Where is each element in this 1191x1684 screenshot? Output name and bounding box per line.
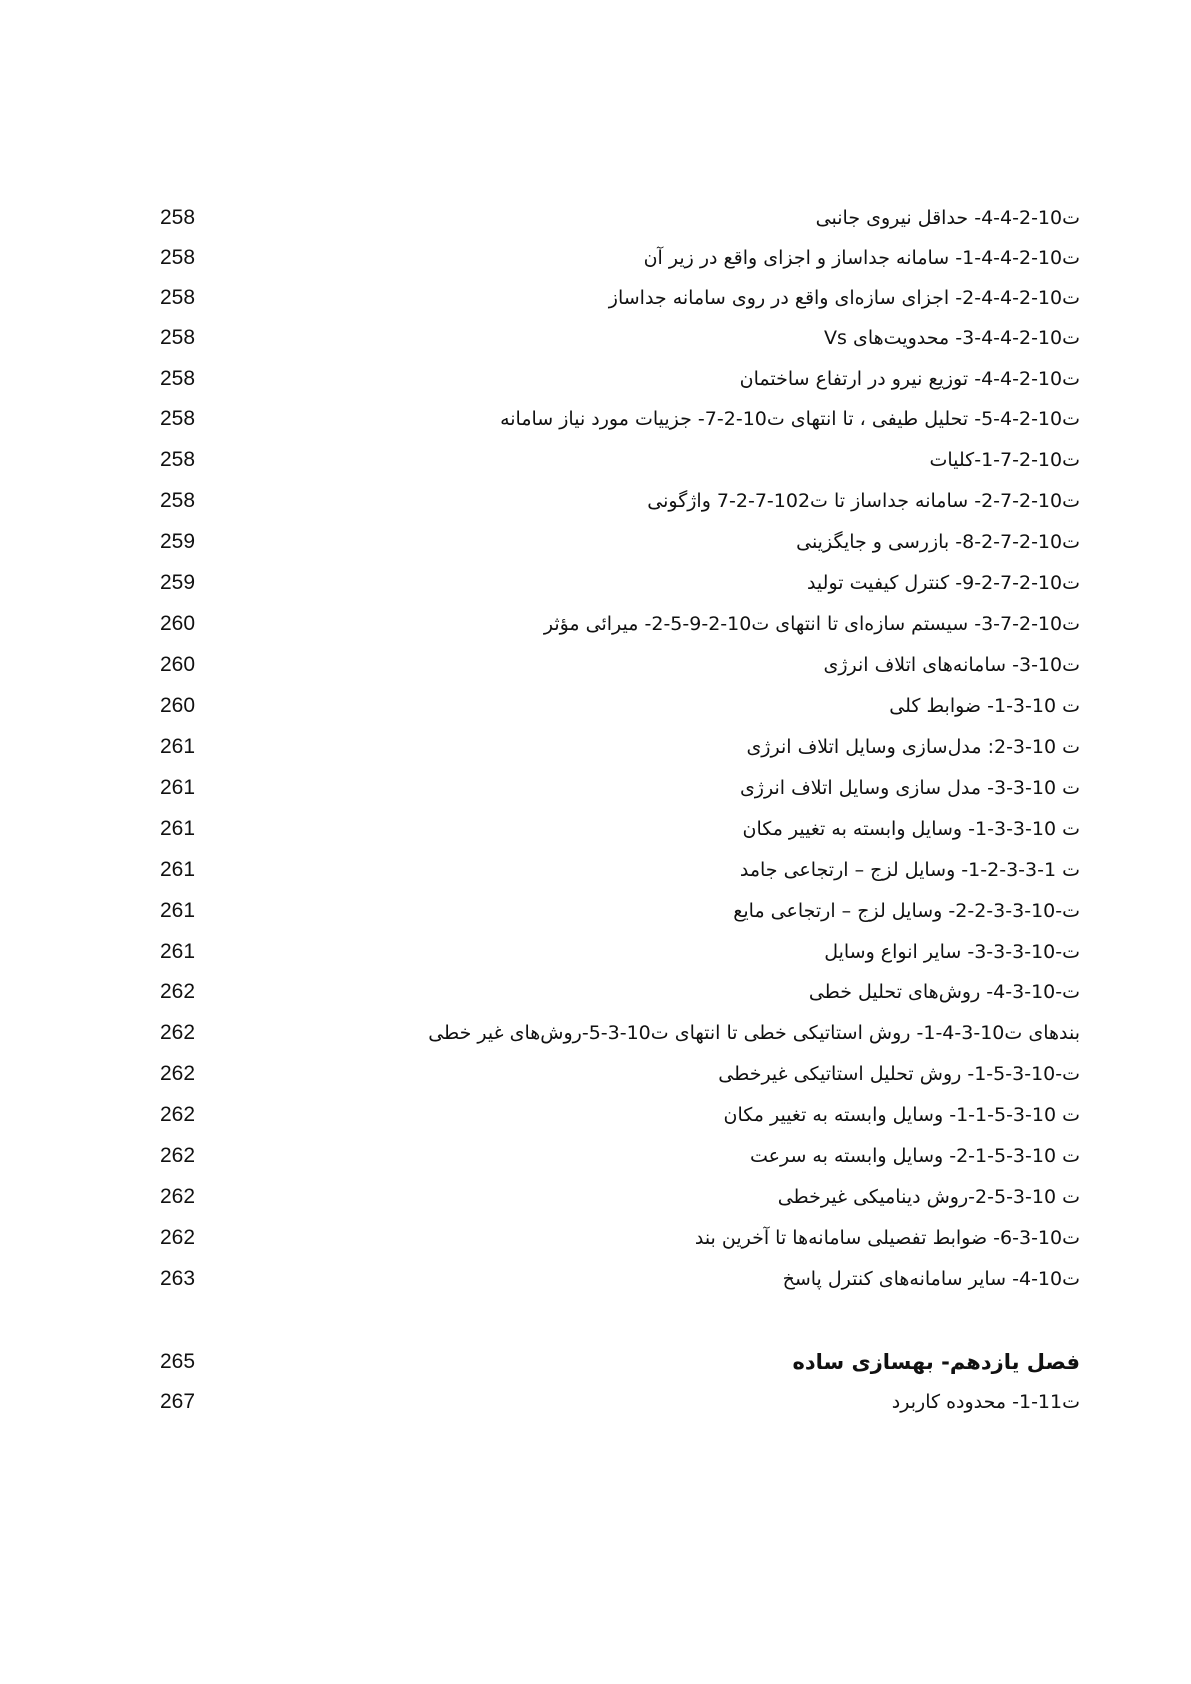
toc-entry-title: بندهای ت10-3-4-1- روش استاتیکی خطی تا انتهای ت10-3-5-روش‌های غیر خطی bbox=[428, 1022, 1080, 1044]
toc-entry-page: 262 bbox=[160, 1144, 196, 1167]
toc-entry-page: 262 bbox=[160, 1185, 196, 1208]
toc-entry[interactable] bbox=[160, 528, 1080, 568]
toc-entry-page: 263 bbox=[160, 1267, 196, 1290]
toc-entry[interactable] bbox=[160, 1019, 1080, 1059]
toc-entry-page: 261 bbox=[160, 817, 196, 840]
toc-entry-title: ت 10-3-5-1-2- وسایل وابسته به سرعت bbox=[750, 1145, 1080, 1167]
toc-entry-title: ت 10-3-2: مدل‌سازی وسایل اتلاف انرژی bbox=[746, 736, 1080, 758]
toc-entry[interactable] bbox=[160, 204, 1080, 244]
toc-entry-page: 261 bbox=[160, 776, 196, 799]
toc-entry-title: ت10-3-6- ضوابط تفصیلی سامانه‌ها تا آخرین بند bbox=[694, 1227, 1080, 1249]
toc-entry-page: 259 bbox=[160, 530, 196, 553]
toc-entry-title: ت 1-3-3-2-1- وسایل لزج – ارتجاعی جامد bbox=[739, 859, 1080, 881]
toc-entry-page: 262 bbox=[160, 1062, 196, 1085]
toc-entry-page: 262 bbox=[160, 980, 196, 1003]
toc-entry[interactable] bbox=[160, 856, 1080, 896]
toc-entry[interactable] bbox=[160, 610, 1080, 650]
toc-entry-page: 258 bbox=[160, 489, 196, 512]
toc-entry-page: 261 bbox=[160, 899, 196, 922]
toc-entry-title: ت-10-3-4- روش‌های تحلیل خطی bbox=[808, 981, 1080, 1003]
toc-entry-title: ت10-2-7-1-کلیات bbox=[929, 449, 1080, 471]
toc-entry[interactable] bbox=[160, 405, 1080, 445]
toc-entry-title: ت 10-3-1- ضوابط کلی bbox=[889, 695, 1080, 717]
toc-entry[interactable] bbox=[160, 569, 1080, 609]
toc-entry-page: 262 bbox=[160, 1021, 196, 1044]
toc-entry-title: ت10-2-7-2-9- کنترل کیفیت تولید bbox=[806, 572, 1080, 594]
toc-entry-page: 260 bbox=[160, 612, 196, 635]
toc-entry-page: 262 bbox=[160, 1103, 196, 1126]
toc-entry-title: ت10-4- سایر سامانه‌های کنترل پاسخ bbox=[782, 1268, 1080, 1290]
toc-entry-page: 258 bbox=[160, 246, 196, 269]
toc-entry-page: 258 bbox=[160, 367, 196, 390]
toc-entry[interactable] bbox=[160, 244, 1080, 284]
toc-entry[interactable] bbox=[160, 1224, 1080, 1264]
toc-entry-page: 258 bbox=[160, 407, 196, 430]
toc-entry[interactable] bbox=[160, 1183, 1080, 1223]
toc-entry-title: ت10-2-7-2-8- بازرسی و جایگزینی bbox=[796, 531, 1080, 553]
toc-entry-page: 258 bbox=[160, 286, 196, 309]
toc-entry-page: 259 bbox=[160, 571, 196, 594]
toc-entry[interactable] bbox=[160, 1142, 1080, 1182]
toc-entry-title: ت10-2-4-4-1- سامانه جداساز و اجزای واقع در زیر آن bbox=[643, 247, 1080, 269]
toc-entry[interactable] bbox=[160, 365, 1080, 405]
toc-entry-page: 267 bbox=[160, 1390, 196, 1413]
toc-entry-title: ت 10-3-5-1-1- وسایل وابسته به تغییر مکان bbox=[723, 1104, 1080, 1126]
toc-entry-title: ت10-2-7-2- سامانه جداساز تا ت102-7-2-7 واژگونی bbox=[647, 490, 1080, 512]
toc-entry[interactable] bbox=[160, 651, 1080, 691]
toc-entry-title: ت10-2-4-5- تحلیل طیفی ، تا انتهای ت10-2-7- جزییات مورد نیاز سامانه bbox=[500, 408, 1080, 430]
toc-entry-page: 261 bbox=[160, 735, 196, 758]
toc-entry-title: ت-10-3-5-1- روش تحلیل استاتیکی غیرخطی bbox=[718, 1063, 1080, 1085]
toc-entry[interactable] bbox=[160, 324, 1080, 364]
toc-entry[interactable] bbox=[160, 938, 1080, 978]
toc-entry-page: 262 bbox=[160, 1226, 196, 1249]
toc-entry[interactable] bbox=[160, 1060, 1080, 1100]
toc-entry[interactable] bbox=[160, 284, 1080, 324]
toc-entry[interactable] bbox=[160, 446, 1080, 486]
toc-entry[interactable] bbox=[160, 978, 1080, 1018]
toc-entry[interactable] bbox=[160, 733, 1080, 773]
toc-entry-title: ت10-2-4-4- حداقل نیروی جانبی bbox=[815, 207, 1080, 229]
toc-entry-title: ت 10-3-3-1- وسایل وابسته به تغییر مکان bbox=[742, 818, 1080, 840]
toc-entry[interactable] bbox=[160, 692, 1080, 732]
toc-entry-title: ت11-1- محدوده کاربرد bbox=[891, 1391, 1080, 1413]
toc-entry[interactable] bbox=[160, 1265, 1080, 1305]
toc-entry-page: 260 bbox=[160, 653, 196, 676]
toc-entry-page: 260 bbox=[160, 694, 196, 717]
toc-entry-page: 261 bbox=[160, 858, 196, 881]
toc-entry-page: 258 bbox=[160, 326, 196, 349]
toc-entry-title: ت 10-3-3- مدل سازی وسایل اتلاف انرژی bbox=[739, 777, 1080, 799]
toc-entry-title: ت-10-3-3-3- سایر انواع وسایل bbox=[824, 941, 1080, 963]
toc-entry[interactable] bbox=[160, 1101, 1080, 1141]
toc-entry-page: 258 bbox=[160, 206, 196, 229]
toc-entry-title: ت10-2-7-3- سیستم سازه‌ای تا انتهای ت10-2-9-5-2- میرائی مؤثر bbox=[543, 613, 1080, 635]
toc-entry-page: 261 bbox=[160, 940, 196, 963]
toc-entry[interactable] bbox=[160, 815, 1080, 855]
chapter-page: 265 bbox=[160, 1350, 196, 1373]
chapter-title: فصل یازدهم- بهسازی ساده bbox=[792, 1350, 1080, 1374]
toc-entry-title: ت 10-3-5-2-روش دینامیکی غیرخطی bbox=[777, 1186, 1080, 1208]
toc-entry[interactable] bbox=[160, 774, 1080, 814]
toc-entry[interactable] bbox=[160, 1388, 1080, 1428]
toc-entry-title: ت10-3- سامانه‌های اتلاف انرژی bbox=[823, 654, 1080, 676]
toc-entry-page: 258 bbox=[160, 448, 196, 471]
chapter-heading[interactable] bbox=[160, 1348, 1080, 1388]
toc-entry[interactable] bbox=[160, 897, 1080, 937]
toc-entry-title: ت-10-3-3-2-2- وسایل لزج – ارتجاعی مایع bbox=[733, 900, 1080, 922]
toc-entry-title: ت10-2-4-4-2- اجزای سازه‌ای واقع در روی سامانه جداساز bbox=[608, 287, 1080, 309]
toc-entry-title: ت10-2-4-4-3- محدویت‌های Vs bbox=[824, 327, 1080, 349]
toc-entry-title: ت10-2-4-4- توزیع نیرو در ارتفاع ساختمان bbox=[739, 368, 1080, 390]
toc-entry[interactable] bbox=[160, 487, 1080, 527]
